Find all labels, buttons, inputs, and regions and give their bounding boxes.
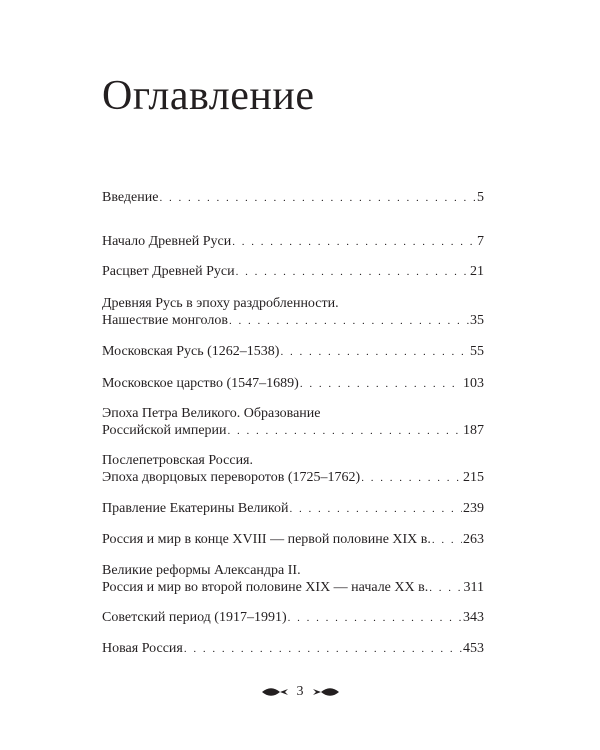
toc-entry-title: Великие реформы Александра II.	[102, 563, 301, 578]
toc-entry-title: Введение	[102, 190, 159, 205]
toc-leader-dots	[300, 376, 462, 393]
toc-entry-post-petrine[interactable]	[102, 452, 484, 486]
toc-entry-ancient-rus-beginning[interactable]	[102, 233, 484, 250]
toc-entry-title: Россия и мир в конце XVIII — первой половине XIX в.	[102, 532, 431, 547]
toc-entry-title: Послепетровская Россия.	[102, 453, 253, 468]
toc-entry-great-reforms[interactable]	[102, 562, 484, 596]
toc-page-number: 239	[463, 501, 484, 516]
toc-leader-dots	[429, 580, 462, 597]
toc-page-number: 55	[470, 344, 484, 359]
toc-page-number: 5	[477, 190, 484, 205]
toc-page-number: 263	[463, 532, 484, 547]
toc-page-number: 215	[463, 470, 484, 485]
toc-page-number: 35	[470, 313, 484, 328]
toc-page-number: 103	[463, 376, 484, 391]
toc-entry-title-cont: Эпоха дворцовых переворотов (1725–1762)	[102, 470, 361, 485]
toc-page-number: 187	[463, 423, 484, 438]
toc-entry-title: Правление Екатерины Великой	[102, 501, 289, 516]
toc-entry-title: Древняя Русь в эпоху раздробленности.	[102, 296, 339, 311]
toc-leader-dots	[361, 470, 462, 487]
toc-entry-peter-the-great[interactable]	[102, 405, 484, 439]
toc-page-number: 311	[463, 580, 484, 595]
toc-entry-title: Советский период (1917–1991)	[102, 610, 287, 625]
toc-entry-title: Московское царство (1547–1689)	[102, 376, 299, 391]
toc-leader-dots	[280, 344, 469, 361]
toc-page-number: 343	[463, 610, 484, 625]
toc-entry-title-cont: Российской империи	[102, 423, 227, 438]
toc-entry-title: Новая Россия	[102, 641, 183, 656]
toc-entry-new-russia[interactable]	[102, 640, 484, 657]
toc-leader-dots	[228, 423, 462, 440]
toc-leader-dots	[229, 313, 469, 330]
toc-page-number: 453	[463, 641, 484, 656]
toc-entry-title-cont: Нашествие монголов	[102, 313, 228, 328]
toc-entry-moscow-tsardom[interactable]	[102, 375, 484, 392]
toc-entry-title-cont: Россия и мир во второй половине XIX — начале XX в.	[102, 580, 429, 595]
toc-entry-18th-19th-century[interactable]	[102, 531, 484, 548]
toc-leader-dots	[236, 264, 469, 281]
toc-entry-catherine-the-great[interactable]	[102, 500, 484, 517]
toc-leader-dots	[288, 610, 462, 627]
toc-entry-title: Эпоха Петра Великого. Образование	[102, 406, 321, 421]
page-number: 3	[296, 684, 304, 699]
toc-leader-dots	[289, 501, 462, 518]
page-footer	[0, 684, 600, 700]
toc-entry-ancient-rus-flourishing[interactable]	[102, 263, 484, 280]
toc-entry-fragmentation[interactable]	[102, 295, 484, 329]
toc-leader-dots	[159, 190, 476, 207]
toc-entry-soviet-period[interactable]	[102, 609, 484, 626]
toc-leader-dots	[232, 234, 476, 251]
toc-leader-dots	[184, 641, 462, 658]
toc-entry-moscow-rus[interactable]	[102, 343, 484, 360]
toc-entry-title: Расцвет Древней Руси	[102, 264, 235, 279]
toc-entry-title: Начало Древней Руси	[102, 234, 232, 249]
left-ornament-icon	[261, 687, 289, 697]
toc-leader-dots	[432, 532, 462, 549]
page-title: Оглавление	[102, 73, 315, 119]
toc-page-number: 21	[470, 264, 484, 279]
toc-page-number: 7	[477, 234, 484, 249]
toc-entry-introduction[interactable]	[102, 189, 484, 206]
right-ornament-icon	[312, 687, 340, 697]
toc-entry-title: Московская Русь (1262–1538)	[102, 344, 280, 359]
